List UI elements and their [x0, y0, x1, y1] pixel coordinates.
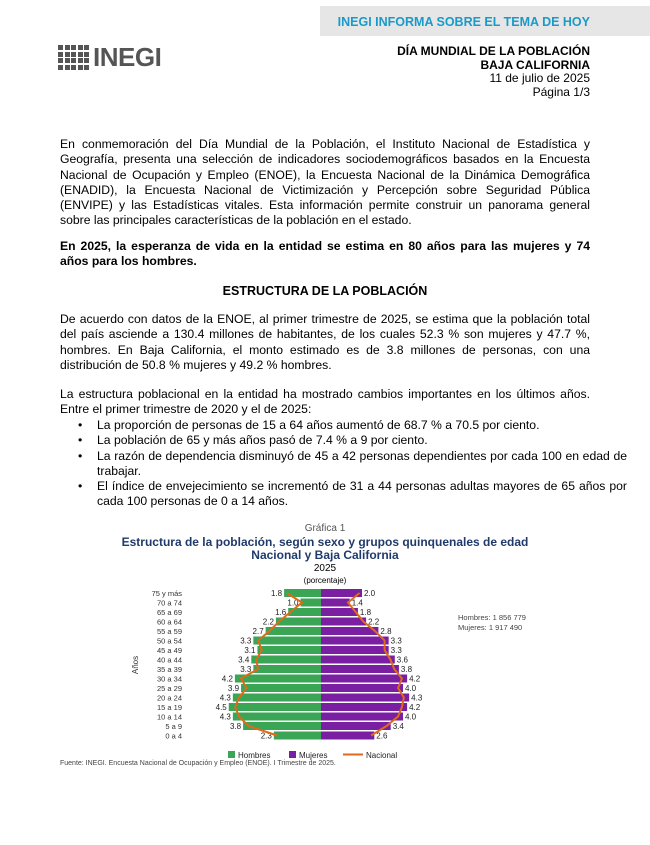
bar-mujeres	[321, 599, 350, 607]
data-label-mujeres: 3.3	[390, 636, 402, 646]
y-axis-label: Años	[131, 655, 140, 675]
population-paragraph: De acuerdo con datos de la ENOE, al primer trimestre de 2025, se estima que la población total del país asciende a 130.4 millones de habitantes, de los cuales 52.3 % son mujeres y 47.7 %, hombres. En Baja California, el monto estimado es de 3.8 millones de personas, con una distribución de 50.8 % mujeres y 49.2 % hombres.	[60, 312, 590, 372]
legend-mujeres: Mujeres	[299, 751, 328, 760]
data-label-hombres: 4.5	[215, 703, 227, 712]
data-label-mujeres: 2.8	[380, 627, 392, 636]
bar-mujeres	[321, 713, 403, 721]
data-label-mujeres: 1.8	[359, 608, 372, 617]
age-tick-label: 5 a 9	[165, 722, 182, 731]
chart-subtitle: Nacional y Baja California	[251, 548, 399, 562]
age-tick-label: 55 a 59	[156, 627, 182, 636]
population-pyramid-chart	[0, 585, 650, 760]
data-label-mujeres: 1.4	[351, 598, 363, 608]
logo-text: INEGI	[93, 42, 162, 72]
data-label-hombres: 4.2	[221, 674, 233, 684]
list-item: • La población de 65 y más años pasó de 7.4 % a 9 por ciento.	[78, 433, 428, 448]
data-label-mujeres: 3.4	[392, 722, 404, 731]
legend-hombres: Hombres	[238, 751, 271, 760]
bullet-icon: •	[78, 479, 83, 494]
data-label-mujeres: 2.6	[376, 731, 388, 741]
chart-title: Estructura de la población, según sexo y grupos quinquenales de edad	[121, 535, 529, 549]
data-label-hombres: 4.3	[219, 712, 231, 722]
data-label-mujeres: 2.2	[368, 617, 380, 627]
document-header	[397, 45, 590, 99]
data-label-mujeres: 3.8	[400, 665, 413, 674]
bar-hombres	[274, 732, 321, 740]
bar-hombres	[257, 646, 321, 654]
bar-hombres	[301, 599, 322, 607]
bullet-icon: •	[78, 448, 83, 463]
data-label-hombres: 1.0	[287, 598, 299, 608]
bar-hombres	[253, 665, 321, 673]
data-label-mujeres: 4.2	[409, 674, 421, 684]
bar-hombres	[229, 703, 321, 711]
age-tick-label: 15 a 19	[156, 703, 182, 712]
age-tick-label: 0 a 4	[165, 731, 182, 741]
bar-mujeres	[321, 732, 374, 740]
chart-unit: (porcentaje)	[303, 576, 347, 585]
age-tick-label: 65 a 69	[156, 608, 182, 617]
bar-hombres	[253, 637, 321, 645]
total-hombres: Hombres: 1 856 779	[458, 613, 526, 622]
document-title: DÍA MUNDIAL DE LA POBLACIÓN	[397, 44, 590, 58]
data-label-hombres: 1.8	[270, 589, 283, 598]
age-tick-label: 20 a 24	[156, 693, 182, 703]
chart-caption: Gráfica 1	[304, 523, 346, 534]
bullet-icon: •	[78, 433, 83, 448]
banner-title: INEGI INFORMA SOBRE EL TEMA DE HOY	[337, 15, 590, 29]
list-item: • La razón de dependencia disminuyó de 45 a 42 personas dependientes por cada 100 en edad de trabajar.	[78, 448, 627, 478]
age-tick-label: 40 a 44	[156, 655, 182, 665]
legend-hombres-swatch	[228, 751, 235, 758]
age-tick-label: 30 a 34	[156, 674, 182, 684]
data-label-mujeres: 4.0	[405, 712, 417, 722]
chart-year: 2025	[313, 563, 337, 574]
bar-mujeres	[321, 627, 378, 635]
legend-nacional: Nacional	[366, 751, 398, 760]
section-title: ESTRUCTURA DE LA POBLACIÓN	[222, 284, 428, 298]
list-item: • El índice de envejecimiento se incrementó de 31 a 44 personas adultas mayores de 65 años por cada 100 personas de 0 a 14 años.	[78, 479, 627, 509]
data-label-hombres: 3.3	[240, 636, 252, 646]
highlight-paragraph: En 2025, la esperanza de vida en la entidad se estima en 80 años para las mujeres y 74 años para los hombres.	[60, 239, 590, 269]
data-label-hombres: 2.7	[252, 627, 264, 636]
data-label-hombres: 3.4	[238, 655, 250, 665]
age-tick-label: 50 a 54	[156, 636, 182, 646]
intro-paragraph: En conmemoración del Día Mundial de la Población, el Instituto Nacional de Estadística y Geografía, presenta una selección de indicadores sociodemográficos basados en la Encuesta Nacional de Ocupación y Empleo (ENOE), la Encuesta Nacional de la Dinámica Demográfica (ENADID), la Encuesta Nacional de Victimización y Percepción sobre Seguridad Pública (ENVIPE) y las Estadísticas vitales. Esta información permite construir un panorama general sobre las principales características de la población en el estado.	[60, 137, 590, 228]
structure-paragraph: La estructura poblacional en la entidad ha mostrado cambios importantes en los últimos años. Entre el primer trimestre de 2020 y el de 2025:	[60, 387, 590, 417]
bar-hombres	[233, 713, 321, 721]
data-label-hombres: 3.9	[227, 684, 240, 693]
data-label-hombres: 2.2	[262, 617, 274, 627]
age-tick-label: 75 y más	[151, 589, 182, 598]
age-tick-label: 60 a 64	[156, 617, 182, 627]
list-item: • La proporción de personas de 15 a 64 años aumentó de 68.7 % a 70.5 por ciento.	[78, 418, 540, 432]
chart-source: Fuente: INEGI. Encuesta Nacional de Ocupación y Empleo (ENOE). I Trimestre de 2025.	[60, 760, 336, 767]
bar-mujeres	[321, 703, 407, 711]
bar-mujeres	[321, 656, 395, 664]
age-tick-label: 25 a 29	[156, 684, 182, 693]
bar-hombres	[241, 684, 321, 692]
logo-grid-icon	[58, 45, 89, 70]
data-label-mujeres: 3.6	[396, 655, 408, 665]
data-label-mujeres: 4.3	[411, 693, 423, 703]
bar-mujeres	[321, 637, 389, 645]
data-label-mujeres: 3.3	[390, 646, 402, 655]
data-label-mujeres: 4.2	[409, 703, 421, 712]
data-label-hombres: 4.3	[219, 693, 231, 703]
bar-mujeres	[321, 618, 366, 626]
data-label-hombres: 1.6	[275, 608, 287, 617]
total-mujeres: Mujeres: 1 917 490	[458, 623, 523, 632]
page-number: Página 1/3	[532, 84, 590, 99]
bar-hombres	[251, 656, 321, 664]
age-tick-label: 70 a 74	[156, 598, 182, 608]
bar-mujeres	[321, 646, 389, 654]
legend-mujeres-swatch	[289, 751, 296, 758]
bar-hombres	[233, 694, 321, 702]
data-label-hombres: 3.3	[240, 665, 252, 674]
bar-mujeres	[321, 675, 407, 683]
inegi-logo	[58, 42, 161, 73]
bullet-list	[60, 418, 627, 510]
document-date: 11 de julio de 2025	[489, 71, 590, 85]
bar-mujeres	[321, 684, 403, 692]
bar-mujeres	[321, 665, 399, 673]
data-label-mujeres: 2.0	[364, 589, 376, 598]
bar-mujeres	[321, 694, 409, 702]
bar-hombres	[266, 627, 321, 635]
data-label-hombres: 3.8	[229, 722, 242, 731]
age-tick-label: 45 a 49	[156, 646, 182, 655]
document-region: BAJA CALIFORNIA	[480, 57, 590, 72]
age-tick-label: 10 a 14	[156, 712, 182, 722]
bullet-icon: •	[78, 418, 83, 432]
age-tick-label: 35 a 39	[156, 665, 182, 674]
data-label-mujeres: 4.0	[405, 684, 417, 693]
data-label-hombres: 3.1	[244, 646, 256, 655]
data-label-hombres: 2.3	[260, 731, 272, 741]
